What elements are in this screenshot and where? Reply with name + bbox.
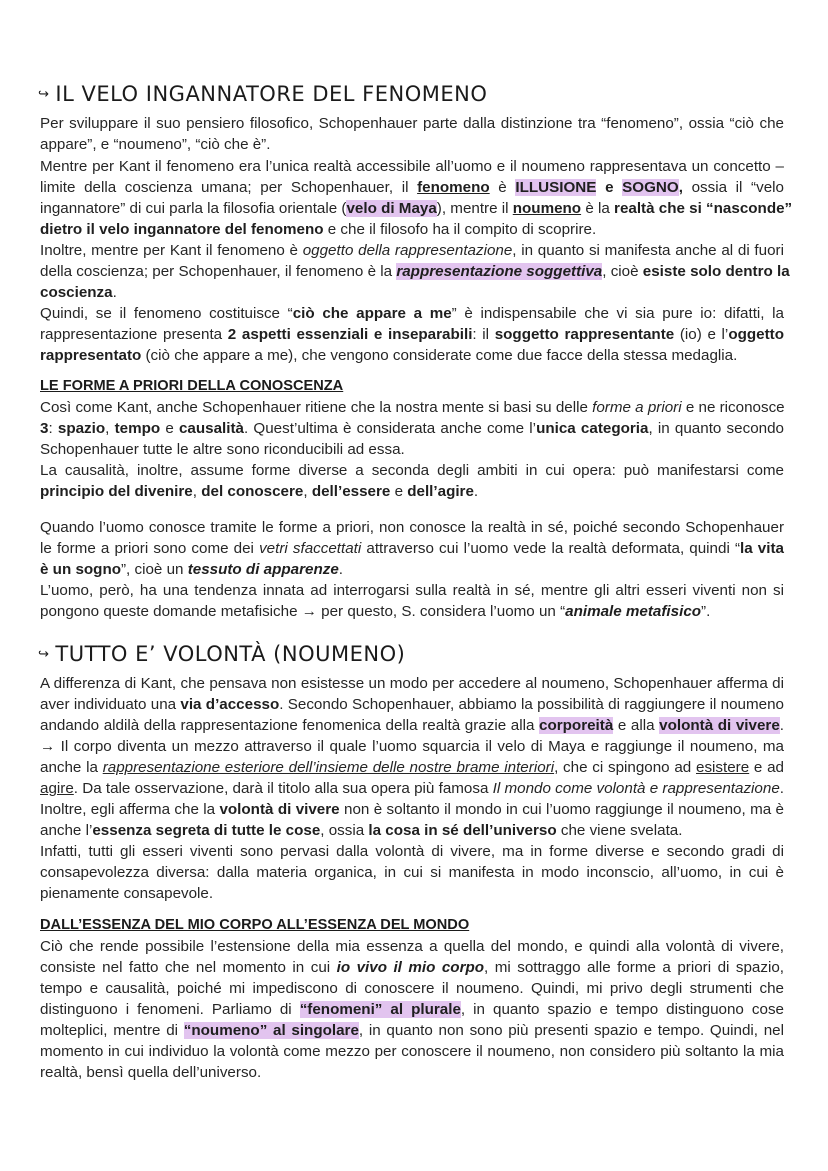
text-line: andando aldilà della rappresentazione fenomenica della realtà grazie alla corporeità e alla volontà di vivere. (40, 717, 784, 734)
subsection-heading: DALL’ESSENZA DEL MIO CORPO ALL’ESSENZA DEL MONDO (40, 917, 470, 933)
text-line: consapevolezza diversa: dalla materia organica, in cui si manifesta in modo inconscio, all’uomo, in cui è (40, 864, 784, 881)
text-line: le forme a priori sono come dei vetri sfaccettati attraverso cui l’uomo vede la realtà deformata, quindi “la vita (40, 540, 784, 557)
text-line: agire. Da tale osservazione, darà il titolo alla sua opera più famosa Il mondo come volontà e rappresentazione. (40, 780, 784, 797)
text-line: realtà, bensì quella dell’universo. (40, 1064, 262, 1081)
text-line: limite della coscienza umana; per Schopenhauer, il fenomeno è ILLUSIONE e SOGNO, ossia il “velo (40, 179, 784, 196)
text-line: L’uomo, però, ha una tendenza innata ad interrogarsi sulla realtà in sé, mentre gli altri esseri viventi non si (40, 582, 784, 599)
text-line: rappresentazione presenta 2 aspetti essenziali e inseparabili: il soggetto rappresentante (io) e l’oggetto (40, 326, 784, 343)
hook-arrow-icon: ↪ (38, 87, 50, 102)
text-line: è un sogno”, cioè un tessuto di apparenze. (40, 561, 344, 578)
text-line: ingannatore” di cui parla la filosofia orientale (velo di Maya), mentre il noumeno è la realtà che si “nasconde” (40, 200, 793, 217)
text-line: consiste nel fatto che nel momento in cui io vivo il mio corpo, mi sottraggo alle forme a priori di spazio, (40, 959, 784, 976)
text-line: rappresentato (ciò che appare a me), che vengono considerate come due facce della stessa medaglia. (40, 347, 738, 364)
text-line: Infatti, tutti gli esseri viventi sono pervasi dalla volontà di vivere, ma in forme diverse e secondo gradi di (40, 843, 784, 860)
text-line: pienamente consapevole. (40, 885, 214, 902)
text-line: momento in cui individuo la volontà come mezzo per conoscere il noumeno, non considero più soltanto la mia (40, 1043, 784, 1060)
text-line: Così come Kant, anche Schopenhauer ritiene che la nostra mente si basi su delle forme a priori e ne riconosce (40, 399, 785, 416)
text-line: La causalità, inoltre, assume forme diverse a seconda degli ambiti in cui opera: può manifestarsi come (40, 462, 784, 479)
text-line: aver individuato una via d’accesso. Secondo Schopenhauer, abbiamo la possibilità di raggiungere il noumeno (40, 696, 784, 713)
text-line: coscienza. (40, 284, 117, 301)
text-line: dietro il velo ingannatore del fenomeno e che il filosofo ha il compito di scoprire. (40, 221, 597, 238)
text-line: 3: spazio, tempo e causalità. Quest’ultima è considerata anche come l’unica categoria, in quanto secondo (40, 420, 784, 437)
text-line: Inoltre, mentre per Kant il fenomeno è oggetto della rappresentazione, in quanto si manifesta anche al di fuori (40, 242, 784, 259)
text-line: Inoltre, egli afferma che la volontà di vivere non è soltanto il mondo in cui l’uomo raggiunge il noumeno, ma è (40, 801, 784, 818)
text-line: anche l’essenza segreta di tutte le cose, ossia la cosa in sé dell’universo che viene svelata. (40, 822, 683, 839)
section-heading: ↪ TUTTO E’ VOLONTÀ (NOUMENO) (38, 642, 406, 666)
text-line: tempo e causalità, poiché mi impediscono di conoscere il noumeno. Quindi, mi privo degli strumenti che (40, 980, 784, 997)
hook-arrow-icon: ↪ (38, 647, 50, 662)
text-line: Mentre per Kant il fenomeno era l’unica realtà accessibile all’uomo e il noumeno rappresentava un concetto – (40, 158, 784, 175)
subsection-heading: LE FORME A PRIORI DELLA CONOSCENZA (40, 378, 344, 394)
text-line: Schopenhauer tutte le altre sono riconducibili ad essa. (40, 441, 405, 458)
text-line: Per sviluppare il suo pensiero filosofico, Schopenhauer parte dalla distinzione tra “fenomeno”, ossia “ciò che (40, 115, 784, 132)
text-line: appare”, e “noumeno”, “ciò che è”. (40, 136, 271, 153)
text-line: anche la rappresentazione esteriore dell’insieme delle nostre brame interiori, che ci spingono ad esistere e ad (40, 759, 785, 776)
text-line: molteplici, mentre di “noumeno” al singolare, in quanto non sono più presenti spazio e tempo. Quindi, nel (40, 1022, 784, 1039)
text-line: Ciò che rende possibile l’estensione della mia essenza a quella del mondo, e quindi alla volontà di vivere, (40, 938, 784, 955)
text-line: → Il corpo diventa un mezzo attraverso il quale l’uomo squarcia il velo di Maya e raggiunge il noumeno, ma (40, 738, 784, 755)
text-line: Quando l’uomo conosce tramite le forme a priori, non conosce la realtà in sé, poiché secondo Schopenhauer (40, 519, 784, 536)
text-line: A differenza di Kant, che pensava non esistesse un modo per accedere al noumeno, Schopenhauer afferma di (40, 675, 784, 692)
text-line: distinguono i fenomeni. Parliamo di “fenomeni” al plurale, in quanto spazio e tempo distinguono cose (40, 1001, 784, 1018)
section-heading: ↪ IL VELO INGANNATORE DEL FENOMENO (38, 82, 488, 106)
text-line: principio del divenire, del conoscere, dell’essere e dell’agire. (40, 483, 479, 500)
text-line: Quindi, se il fenomeno costituisce “ciò che appare a me” è indispensabile che vi sia pure io: difatti, la (40, 305, 784, 322)
text-line: pongono queste domande metafisiche → per questo, S. considera l’uomo un “animale metafisico”. (40, 603, 711, 620)
text-line: della coscienza; per Schopenhauer, il fenomeno è la rappresentazione soggettiva, cioè esiste solo dentro la (40, 263, 790, 280)
